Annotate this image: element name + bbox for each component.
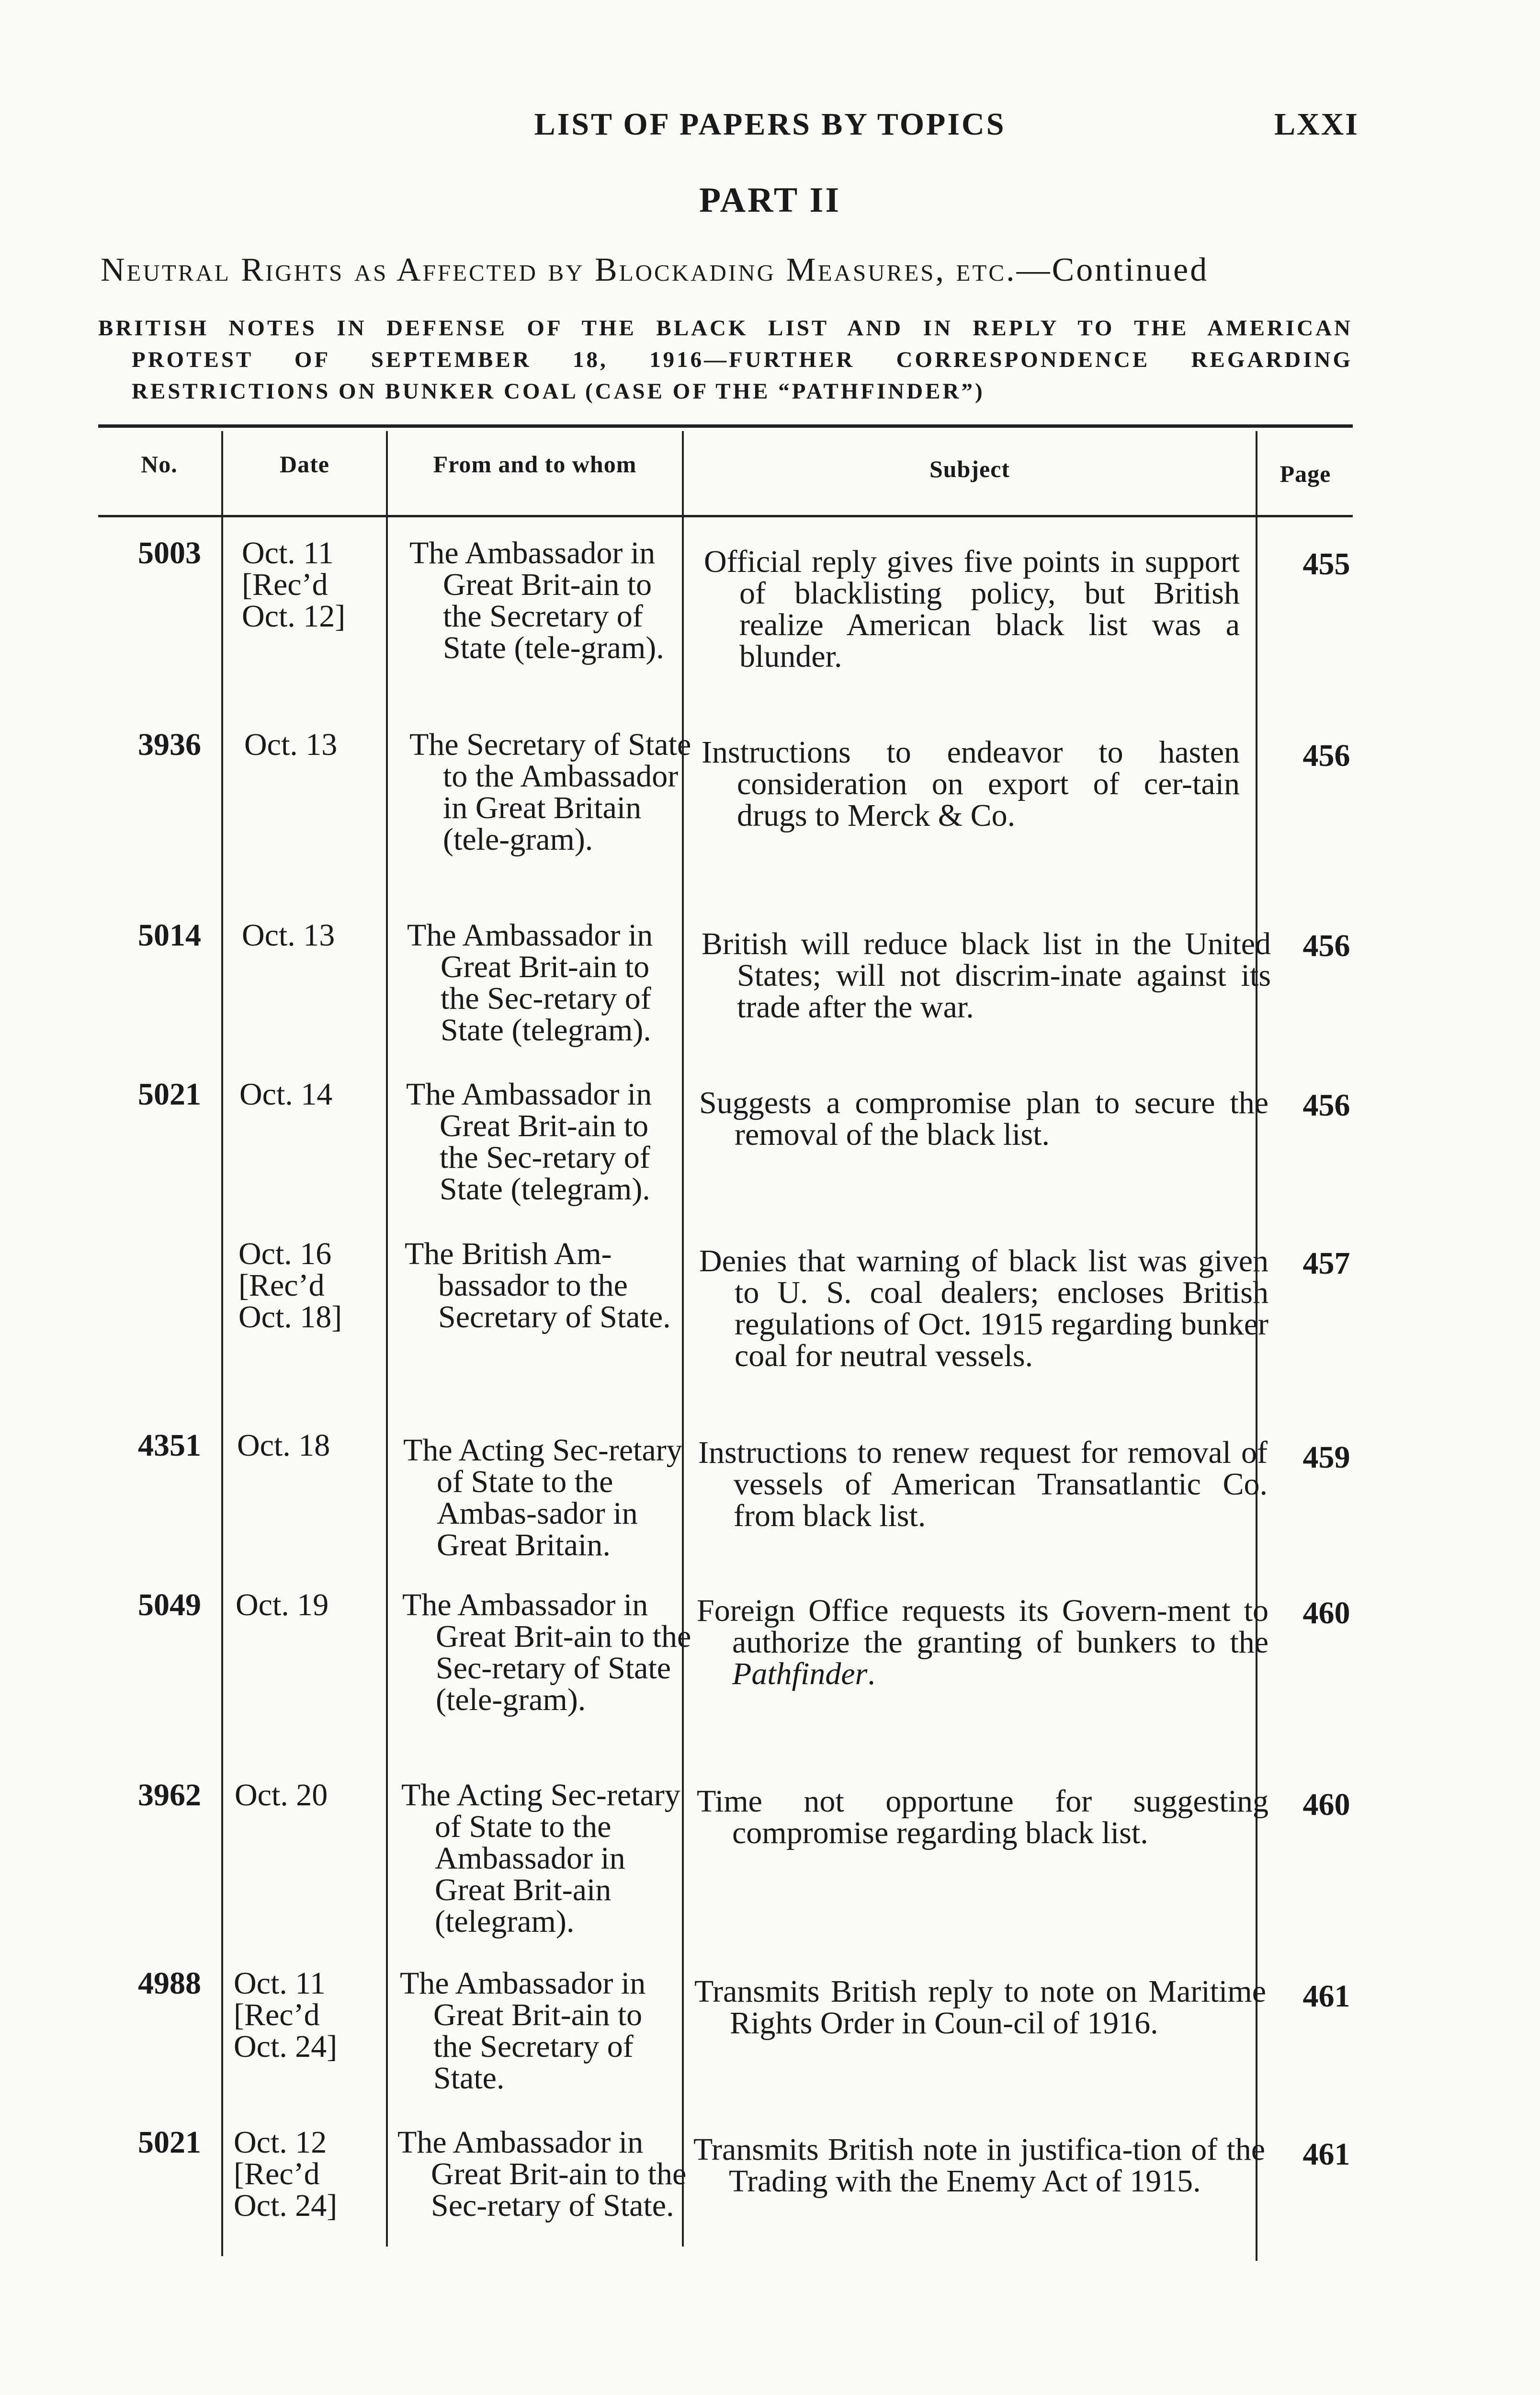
ship-name: Pathfinder: [732, 1656, 868, 1691]
subject-text: Foreign Office requests its Govern-ment to authorize the granting of bunkers to the: [697, 1593, 1268, 1660]
doc-date: Oct. 13: [244, 727, 338, 762]
doc-date: Oct. 13: [242, 918, 335, 953]
doc-from-to: The Acting Sec-retary of State to the Ambas-sador in Great Britain.: [403, 1433, 682, 1562]
subheading-line-1: BRITISH NOTES IN DEFENSE OF THE BLACK LIST AND IN REPLY TO THE AMERICAN: [98, 316, 1353, 341]
column-header-date: Date: [280, 451, 329, 478]
doc-from-to: The Acting Sec-retary of State to the Ambassador in Great Brit-ain (telegram).: [401, 1778, 680, 1939]
column-header-from: From and to whom: [433, 451, 637, 478]
doc-subject: Transmits British note in justifica-tion of the Trading with the Enemy Act of 1915.: [693, 2132, 1265, 2199]
doc-subject: Time not opportune for suggesting compromise regarding black list.: [697, 1784, 1268, 1850]
section-title: [101, 251, 1360, 289]
doc-number: 4351: [138, 1428, 201, 1463]
doc-number: 3936: [138, 727, 201, 762]
doc-number: 5003: [138, 536, 201, 570]
doc-page: 460: [1302, 1787, 1350, 1822]
doc-page: 460: [1302, 1596, 1350, 1631]
doc-number: 5021: [138, 2125, 201, 2160]
column-divider-1: [221, 431, 223, 2256]
page-number: LXXI: [1274, 107, 1359, 142]
doc-from-to: The Ambassador in Great Brit-ain to the Sec-retary of State (telegram).: [406, 1077, 652, 1207]
doc-from-to: The Ambassador in Great Brit-ain to the Sec-retary of State.: [397, 2125, 687, 2223]
table-top-rule: [98, 424, 1353, 428]
doc-page: 456: [1302, 1088, 1350, 1123]
doc-subject: Instructions to renew request for removal of vessels of American Transatlantic Co. from black list.: [698, 1435, 1268, 1533]
doc-subject: British will reduce black list in the United States; will not discrim-inate against its trade after the war.: [702, 926, 1271, 1025]
running-title: LIST OF PAPERS BY TOPICS: [534, 107, 1006, 142]
section-title-text: Neutral Rights as Affected by Blockading Measures, etc.: [101, 251, 1017, 288]
doc-number: 5049: [138, 1587, 201, 1622]
doc-subject: Instructions to endeavor to hasten consideration on export of cer-tain drugs to Merck & Co.: [702, 735, 1240, 833]
doc-page: 455: [1302, 547, 1350, 582]
subject-end: .: [867, 1656, 875, 1691]
doc-number: 5021: [138, 1077, 201, 1112]
doc-page: 461: [1302, 2137, 1350, 2172]
doc-date: Oct. 20: [235, 1778, 328, 1813]
doc-page: 459: [1302, 1440, 1350, 1475]
doc-from-to: The Ambassador in Great Brit-ain to the Secretary of State.: [400, 1966, 646, 2096]
column-header-no: No.: [141, 451, 178, 478]
column-divider-2: [386, 431, 388, 2247]
doc-from-to: The British Am-bassador to the Secretary of State.: [405, 1236, 671, 1334]
doc-subject: Transmits British reply to note on Maritime Rights Order in Coun-cil of 1916.: [694, 1974, 1266, 2041]
column-header-page: Page: [1280, 460, 1331, 487]
doc-from-to: The Ambassador in Great Brit-ain to the Sec-retary of State (tele-gram).: [402, 1587, 691, 1717]
subheading-line-2: PROTEST OF SEPTEMBER 18, 1916—FURTHER CORRESPONDENCE REGARDING: [132, 347, 1353, 372]
doc-number: 3962: [138, 1778, 201, 1813]
doc-page: 461: [1302, 1979, 1350, 2014]
column-header-subject: Subject: [929, 456, 1010, 482]
part-title: PART II: [699, 181, 841, 220]
doc-subject: [697, 1595, 1268, 1690]
doc-from-to: The Ambassador in Great Brit-ain to the Sec-retary of State (telegram).: [407, 918, 653, 1048]
doc-date: Oct. 11 [Rec’d Oct. 24]: [234, 1966, 338, 2064]
doc-subject: Denies that warning of black list was given to U. S. coal dealers; encloses British regulations of Oct. 1915 regarding bunker coal for neutral vessels.: [699, 1243, 1268, 1373]
doc-page: 456: [1302, 928, 1350, 963]
doc-from-to: The Ambassador in Great Brit-ain to the Secretary of State (tele-gram).: [409, 536, 664, 665]
doc-subject: Suggests a compromise plan to secure the removal of the black list.: [699, 1085, 1268, 1152]
doc-from-to: The Secretary of State to the Ambassador in Great Britain (tele-gram).: [409, 727, 691, 857]
doc-date: Oct. 16 [Rec’d Oct. 18]: [238, 1236, 342, 1334]
doc-date: Oct. 11 [Rec’d Oct. 12]: [242, 536, 346, 634]
doc-number: 5014: [138, 918, 201, 953]
table-head-rule: [98, 515, 1353, 517]
doc-page: 456: [1302, 738, 1350, 773]
doc-date: Oct. 14: [239, 1077, 333, 1112]
doc-date: Oct. 19: [236, 1587, 329, 1622]
subheading-line-3: RESTRICTIONS ON BUNKER COAL (CASE OF THE “PATHFINDER”): [132, 379, 985, 404]
doc-subject: Official reply gives five points in support of blacklisting policy, but British realize American black list was a blunder.: [704, 544, 1240, 674]
doc-number: 4988: [138, 1966, 201, 2001]
doc-date: Oct. 18: [237, 1428, 330, 1463]
doc-page: 457: [1302, 1246, 1350, 1281]
doc-date: Oct. 12 [Rec’d Oct. 24]: [234, 2125, 338, 2223]
section-continued: —Continued: [1016, 251, 1209, 288]
